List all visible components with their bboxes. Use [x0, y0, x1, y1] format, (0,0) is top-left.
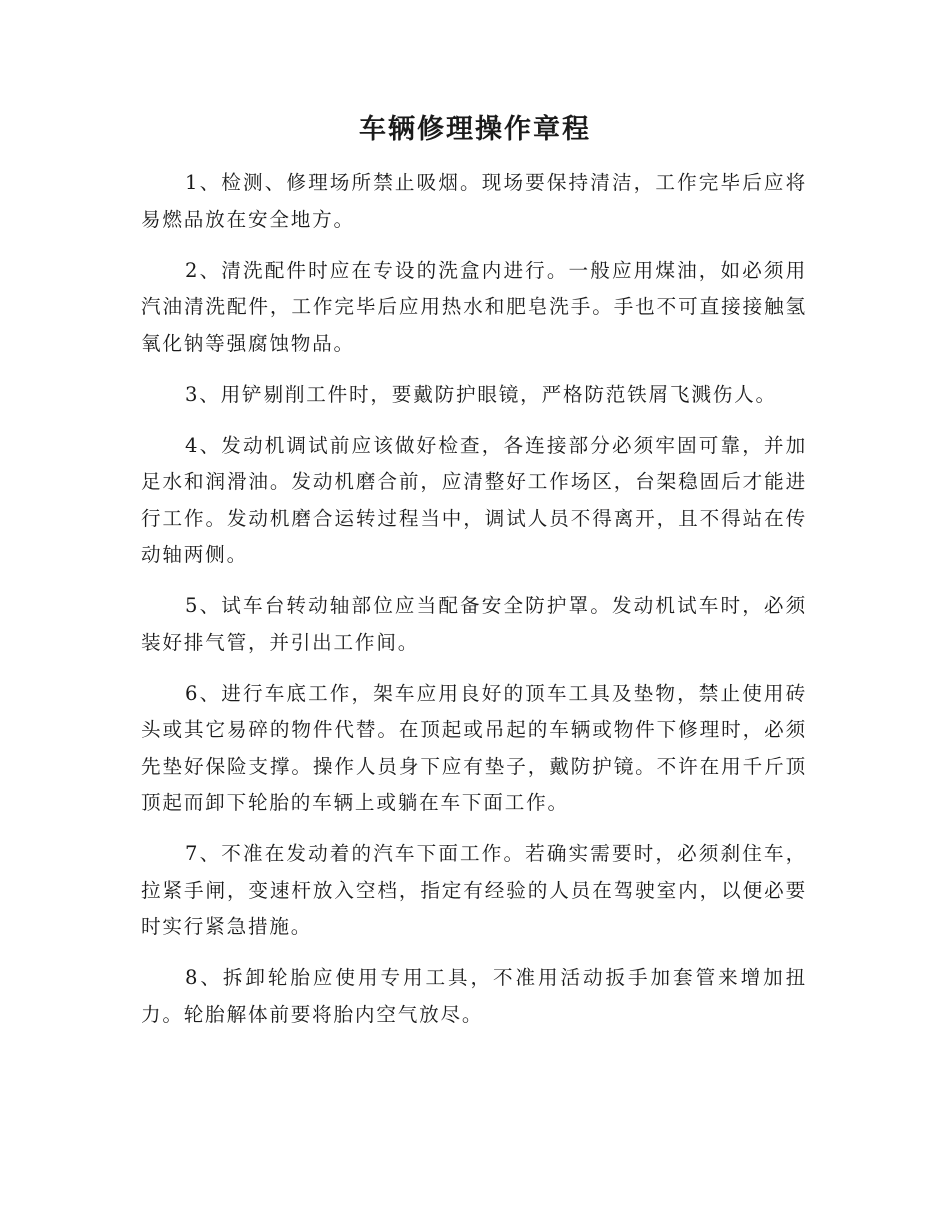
paragraph-8: 8、拆卸轮胎应使用专用工具，不准用活动扳手加套管来增加扭力。轮胎解体前要将胎内空气放尽。: [141, 966, 807, 1026]
paragraph-5: 5、试车台转动轴部位应当配备安全防护罩。发动机试车时，必须装好排气管，并引出工作间。: [141, 594, 807, 654]
paragraph-2: 2、清洗配件时应在专设的洗盒内进行。一般应用煤油，如必须用汽油清洗配件，工作完毕后应用热水和肥皂洗手。手也不可直接接触氢氧化钠等强腐蚀物品。: [141, 258, 807, 355]
document-body: [141, 165, 807, 1048]
paragraph-7: 7、不准在发动着的汽车下面工作。若确实需要时，必须刹住车，拉紧手闸，变速杆放入空档，指定有经验的人员在驾驶室内，以便必要时实行紧急措施。: [141, 842, 807, 938]
document-title: 车辆修理操作章程: [359, 114, 591, 145]
paragraph-6: 6、进行车底工作，架车应用良好的顶车工具及垫物，禁止使用砖头或其它易碎的物件代替。在顶起或吊起的车辆或物件下修理时，必须先垫好保险支撑。操作人员身下应有垫子，戴防护镜。不许在用千斤顶顶起而卸下轮胎的车辆上或躺在车下面工作。: [141, 681, 807, 814]
paragraph-1: 1、检测、修理场所禁止吸烟。现场要保持清洁，工作完毕后应将易燃品放在安全地方。: [141, 171, 807, 231]
paragraph-3: 3、用铲剔削工件时，要戴防护眼镜，严格防范铁屑飞溅伤人。: [185, 382, 777, 406]
paragraph-4: 4、发动机调试前应该做好检查，各连接部分必须牢固可靠，并加足水和润滑油。发动机磨合前，应清整好工作场区，台架稳固后才能进行工作。发动机磨合运转过程当中，调试人员不得离开，且不得站在传动轴两侧。: [141, 433, 807, 566]
